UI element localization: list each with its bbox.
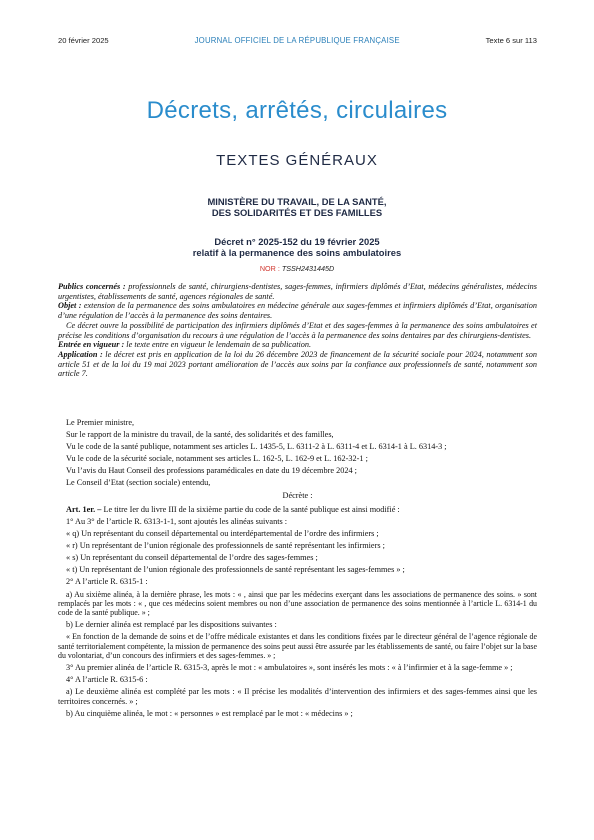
objet-label: Objet : bbox=[58, 301, 82, 311]
ministry-name bbox=[0, 196, 594, 218]
publics-label: Publics concernés : bbox=[58, 282, 126, 291]
item-1-s: « s) Un représentant du conseil départemental de l’ordre des sages-femmes ; bbox=[66, 553, 318, 563]
objet-text: extension de la permanence des soins ambulatoires en médecine générale aux sages-femmes et infirmiers diplômés d’Etat, organisation d’une régulation de l’accès à la permanence des soins dentaires. bbox=[58, 301, 537, 321]
notice-ce-decret: Ce décret ouvre la possibilité de participation des infirmiers diplômés d’Etat et des sages-femmes à la permanence des soins ambulatoires et précise les conditions d’organisation du recours à une régulation de l’accès à la permanence des soins dentaires par des chirurgiens-dentistes. bbox=[58, 320, 537, 340]
body-vu-csp: Vu le code de la santé publique, notamment ses articles L. 1435-5, L. 6311-2 à L. 6311-4 et L. 6314-1 à L. 6314-3 ; bbox=[66, 442, 447, 452]
decree-title bbox=[0, 236, 594, 258]
ministry-line-1: MINISTÈRE DU TRAVAIL, DE LA SANTÉ, bbox=[207, 196, 387, 207]
item-4-a: a) Le deuxième alinéa est complété par les mots : « Il précise les modalités d’intervention des infirmiers et des sages-femmes ainsi que les territoires concernés. » ; bbox=[58, 687, 537, 706]
application-text: le décret est pris en application de la loi du 26 décembre 2023 de financement de la sécurité sociale pour 2024, notamment son article 51 et de la loi du 19 mai 2023 portant amélioration de l’accès aux soins par la confiance aux professionnels de santé, notamment son article 7. bbox=[58, 349, 537, 379]
entree-label: Entrée en vigueur : bbox=[58, 340, 125, 350]
journal-name: JOURNAL OFFICIEL DE LA RÉPUBLIQUE FRANÇAISE bbox=[194, 36, 400, 45]
body-vu-css: Vu le code de la sécurité sociale, notamment ses articles L. 162-5, L. 162-9 et L. 162-32-1 ; bbox=[66, 454, 368, 464]
decree-body bbox=[58, 418, 537, 721]
item-1-q: « q) Un représentant du conseil départemental ou interdépartemental de l’ordre des infirmiers ; bbox=[66, 529, 379, 539]
article-1-text: Le titre Ier du livre III de la sixième partie du code de la santé publique est ainsi modifié : bbox=[103, 504, 400, 514]
item-2-b: b) Le dernier alinéa est remplacé par les dispositions suivantes : bbox=[66, 620, 277, 630]
item-1-t: « t) Un représentant de l’union régionale des professionnels de santé représentant les sages-femmes » ; bbox=[66, 565, 405, 575]
article-1 bbox=[58, 505, 537, 515]
body-vu-avis: Vu l’avis du Haut Conseil des professions paramédicales en date du 19 décembre 2024 ; bbox=[66, 466, 357, 476]
item-4-b: b) Au cinquième alinéa, le mot : « personnes » est remplacé par le mot : « médecins » ; bbox=[66, 708, 353, 718]
notice-publics bbox=[58, 282, 537, 301]
publics-text: professionnels de santé, chirurgiens-dentistes, sages-femmes, infirmiers diplômés d’Etat, médecins généralistes, médecins urgentistes, établissements de santé, agences régionales de santé. bbox=[58, 282, 538, 301]
application-label: Application : bbox=[58, 349, 103, 359]
item-1-r: « r) Un représentant de l’union régionale des professionnels de santé représentant les infirmiers ; bbox=[66, 541, 385, 551]
entree-text: le texte entre en vigueur le lendemain de sa publication. bbox=[126, 340, 312, 350]
nor-code: TSSH2431445D bbox=[281, 264, 335, 273]
body-conseil-etat: Le Conseil d’Etat (section sociale) entendu, bbox=[66, 478, 211, 488]
notice-entree bbox=[58, 340, 537, 350]
page-title: Décrets, arrêtés, circulaires bbox=[146, 97, 448, 124]
item-2-quote: « En fonction de la demande de soins et de l’offre médicale existantes et dans les conditions fixées par le directeur général de l’agence régionale de santé territorialement compétente, la mission de permanence des soins peut aussi être assurée par les établissements de santé, ou faire l’objet sur la base du volontariat, d’un concours des infirmiers et des sages-femmes. » ; bbox=[58, 632, 537, 661]
nor-label: NOR : bbox=[259, 264, 280, 273]
article-1-label: Art. 1er. – bbox=[66, 504, 102, 514]
body-rapport: Sur le rapport de la ministre du travail, de la santé, des solidarités et des familles, bbox=[66, 430, 334, 440]
section-title: TEXTES GÉNÉRAUX bbox=[216, 152, 378, 169]
item-4: 4° A l’article R. 6315-6 : bbox=[66, 674, 148, 684]
decree-line-2: relatif à la permanence des soins ambulatoires bbox=[192, 247, 402, 258]
ministry-line-2: DES SOLIDARITÉS ET DES FAMILLES bbox=[211, 207, 383, 218]
notice-summary bbox=[58, 282, 537, 379]
decree-line-1: Décret n° 2025-152 du 19 février 2025 bbox=[214, 236, 380, 247]
text-number: Texte 6 sur 113 bbox=[485, 36, 537, 45]
item-2-a: a) Au sixième alinéa, à la dernière phrase, les mots : « , ainsi que par les médecins exerçant dans les associations de permanence des soins. » sont remplacés par les mots : « , que ces médecins soient membres ou non d’une association de permanence des soins mentionnée à l’article L. 6314-1 du code de la santé publique. » ; bbox=[58, 589, 537, 618]
item-3: 3° Au premier alinéa de l’article R. 6315-3, après le mot : « ambulatoires », sont insérés les mots : « à l’infirmier et à la sage-femme » ; bbox=[66, 662, 513, 672]
notice-application bbox=[58, 350, 537, 379]
notice-objet bbox=[58, 301, 537, 320]
body-premier-ministre: Le Premier ministre, bbox=[66, 418, 135, 427]
item-1: 1° Au 3° de l’article R. 6313-1-1, sont ajoutés les alinéas suivants : bbox=[66, 516, 288, 526]
item-2: 2° A l’article R. 6315-1 : bbox=[66, 577, 148, 587]
body-decrete: Décrète : bbox=[282, 491, 313, 501]
running-header bbox=[58, 36, 537, 45]
nor-reference bbox=[0, 264, 594, 273]
header-date: 20 février 2025 bbox=[58, 36, 109, 45]
